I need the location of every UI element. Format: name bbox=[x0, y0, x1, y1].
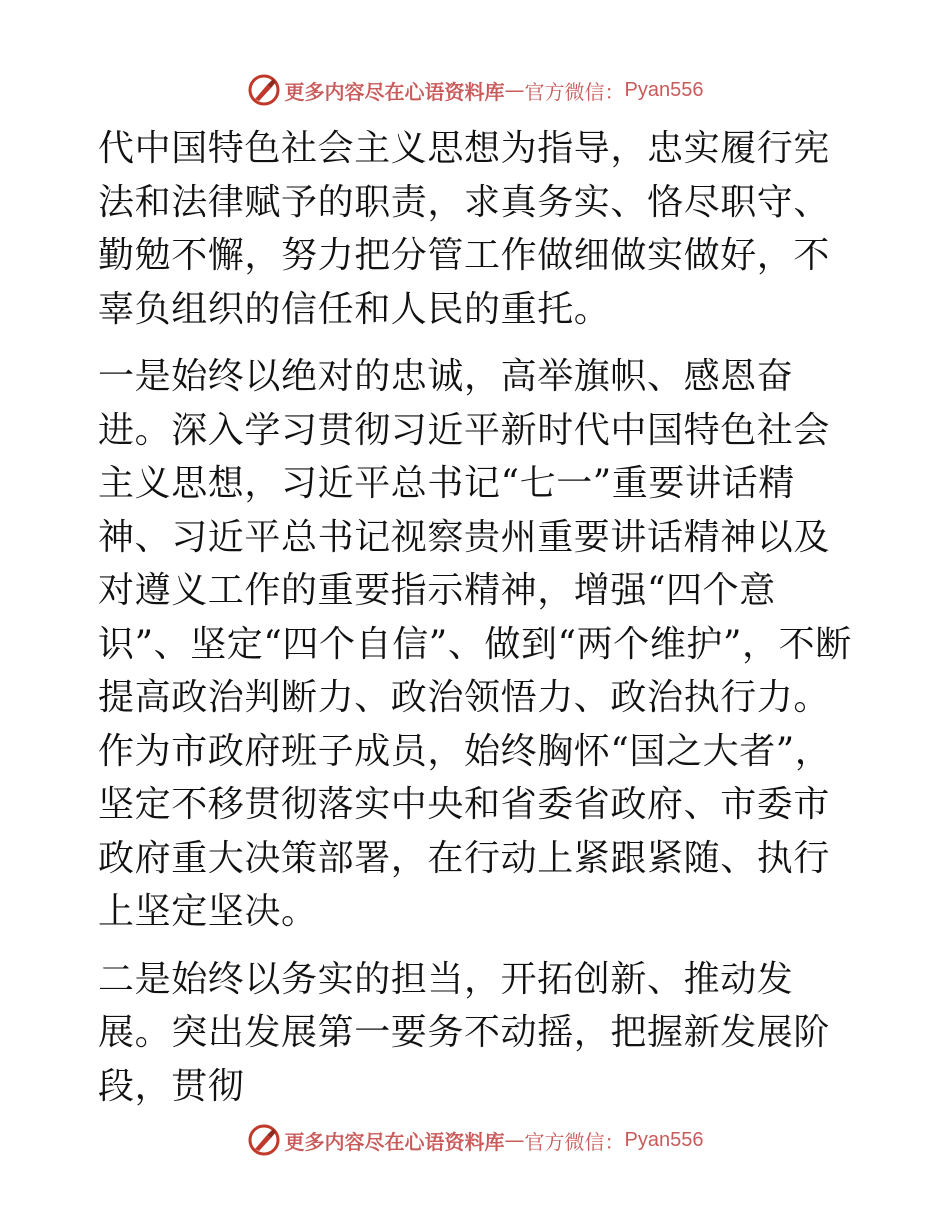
watermark-wechat-label: 官方微信： bbox=[524, 79, 625, 104]
watermark-wechat-label: 官方微信： bbox=[524, 1129, 625, 1154]
paragraph-3: 二是始终以务实的担当，开拓创新、推动发展。突出发展第一要务不动摇，把握新发展阶段，贯彻 bbox=[98, 958, 831, 1107]
paragraph-1: 代中国特色社会主义思想为指导，忠实履行宪法和法律赋予的职责，求真务实、恪尽职守、勤勉不懈，努力把分管工作做细做实做好，不辜负组织的信任和人民的重托。 bbox=[98, 128, 831, 330]
watermark-wechat-id: Pyan556 bbox=[624, 78, 704, 101]
paragraph-2: 一是始终以绝对的忠诚，高举旗帜、感恩奋进。深入学习贯彻习近平新时代中国特色社会主义思想，习近平总书记“七一”重要讲话精神、习近平总书记视察贵州重要讲话精神以及对遵义工作的重要指示精神，增强“四个意识”、坚定“四个自信”、做到“两个维护”，不断提高政治判断力、政治领悟力、政治执行力。作为市政府班子成员，始终胸怀“国之大者”，坚定不移贯彻落实中央和省委省政府、市委市政府重大决策部署，在行动上紧跟紧随、执行上坚定坚决。 bbox=[98, 356, 852, 932]
watermark-wechat-id: Pyan556 bbox=[624, 1128, 704, 1151]
watermark-dash: — bbox=[504, 1128, 525, 1152]
pen-logo-icon bbox=[247, 73, 281, 107]
watermark-text: 更多内容尽在心语资料库 bbox=[284, 1129, 505, 1154]
watermark-dash: — bbox=[504, 78, 525, 102]
watermark-text: 更多内容尽在心语资料库 bbox=[284, 79, 505, 104]
footer-watermark bbox=[0, 1120, 950, 1160]
pen-logo-icon bbox=[247, 1123, 281, 1157]
document-body bbox=[98, 122, 858, 1113]
header-watermark bbox=[0, 70, 950, 110]
